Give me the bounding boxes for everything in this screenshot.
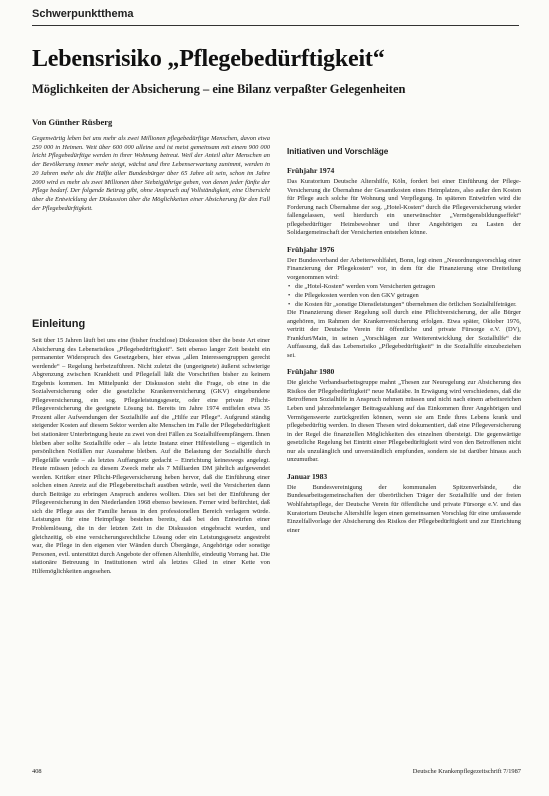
article-subtitle: Möglichkeiten der Absicherung – eine Bilanz verpaßter Gelegenheiten xyxy=(32,82,406,96)
header-rule xyxy=(32,25,519,26)
intro-paragraph: Gegenwärtig leben bei uns mehr als zwei Millionen pflegebedürftige Menschen, davon etwa 250 000 in Heimen. Weit über 600 000 alleine und ist meist gemeinsam mit einem 900 000 leicht Pflegebedürftige werden in ihrer Wohnung betreut. Weil der Anteil alter Menschen an der Bevölkerung immer mehr steigt, wächst und ihre Lebenserwartung zunimmt, werden in 20 Jahren mehr als die Hälfte aller Bundesbürger über 65 Jahre alt sein, schon im Jahre 2000 wird es mehr als zwei Millionen über Siebzigjährige geben, von denen jeder fünfte der Pflege bedarf. Der folgende Beitrag gibt, ohne Anspruch auf Vollständigkeit, eine Übersicht über die Entwicklung der Diskussion über die Möglichkeiten einer Absicherung für den Fall der Pflegebedürftigkeit. xyxy=(32,135,270,212)
year-heading-1980: Frühjahr 1980 xyxy=(287,367,335,377)
journal-citation: Deutsche Krankenpflegezeitschrift 7/1987 xyxy=(412,768,521,775)
section-rubric: Schwerpunktthema xyxy=(32,8,134,20)
section-1980 xyxy=(287,379,521,464)
bullet-item: • die „Hotel-Kosten“ werden vom Versicherten getragen xyxy=(295,283,521,292)
author-byline: Von Günther Rüsberg xyxy=(32,117,113,127)
heading-initiativen: Initiativen und Vorschläge xyxy=(287,147,389,156)
einleitung-body: Seit über 15 Jahren läuft bei uns eine (bisher fruchtlose) Diskussion über die beste Art einer Absicherung des Lebensrisikos „Pflegebedürftigkeit“. Seit ebenso langer Zeit besteht ein permanenter Widerspruch des Gesetzgebers, hier etwas „allen Interessengruppen gerecht werdende“ – Regelung herbeizuführen. Nicht zuletzt die (ungeeignete) äußerst schwierige Abgrenzung zwischen Krankheit und Pflegefall läßt die Vorschriften bisher zu keinem Ergebnis kommen. Im Mittelpunkt der Diskussion steht die Frage, ob eine in die Sozialversicherung oder die gesetzliche Krankenversicherung (GKV) eingebundene Pflegeversicherung, ein sog. Pflegeleistungsgesetz, oder eine private Pflicht-Pflegeversicherung die geeignete Lösung ist. Bereits im Jahre 1974 entfielen etwa 35 Prozent aller Aufwendungen der Sozialhilfe auf die „Hilfe zur Pflege“. Aufgrund ständig steigender Kosten auf diesem Sektor werden alte Menschen im Falle der Pflegebedürftigkeit bei stationärer Unterbringung heute zu zwei von drei Fällen zu Sozialhilfeempfängern. Ihnen bleiben aber sollte Sozialhilfe oder – als letzte Instanz einer Hilfestellung – eigentlich in persönlichen Notfällen nur Ausnahme bleiben. Auf die Belastung der Sozialhilfe durch Pflegefälle wurde – als letztes Auffangnetz gedacht – Einrichtung keineswegs angelegt. Heute müssen jedoch zu diesem Zweck mehr als 7 Milliarden DM jährlich aufgewendet werden. Kritiker einer Pflicht-Pflegeversicherung heben hervor, daß die Einführung einer solchen einen Anreiz auf die Pflegebereitschaft ausüben würde, weil die Versicherten dann durch Beiträge zu erbringen Anspruch anderes wollten. Dies sei bei der Einführung der Pflegeversicherung in den Niederlanden 1968 ebenso bewiesen. Ferner wird befürchtet, daß sich die Pflege aus der Familie heraus in den professionellen Bereich verlagern würde. Leistungen für eine Heimpflege bestehen bereits, daß bei den Entwürfen einer Problemlösung, die in der letzten Zeit in die Diskussion eingebracht wurden, und gleichzeitig, ob eine versicherungsrechtliche Lösung oder ein Leistungsgesetz angestrebt war, die Pflege in den eigenen vier Wänden durch Übergänge, Angehörige oder sonstige Personen, evtl. unterstützt durch Angebote der offenen Altenhilfe, eindeutig Vorrang hat. Die stationäre Betreuung in Institutionen wird als letztes Glied in einer Kette von Hilfemöglichkeiten angesehen. xyxy=(32,337,270,575)
right-column xyxy=(287,147,521,542)
section-text: Die gleiche Verbandsarbeitsgruppe mahnt „Thesen zur Neuregelung zur Absicherung des Risikos der Pflegebedürftigkeit“ neue Maßstäbe. In Erwägung wird verschiedenes, daß die Betroffenen Sozialhilfe in Anspruch nehmen müssen und nicht nach einem arbeitsreichen Leben und jahrzehntelanger Beitragszahlung auf das Einkommen ihrer Angehörigen und Vermögenswerte zurückgreifen können, wenn sie am Ende ihres Lebens krank und pflegebedürftig werden. In diesen Thesen wird dokumentiert, daß eine Pflegeversicherung in der Regel die finanziellen Möglichkeiten des einzelnen übersteigt. Die gegenwärtige gesetzliche Regelung bei Eintritt einer Pflegebedürftigkeit wird von den Betroffenen nicht nur als unzulänglich und unverständlich empfunden, sondern sie ist darüber hinaus auch unzumutbar. xyxy=(287,379,521,464)
bullet-list xyxy=(287,283,521,309)
section-1983 xyxy=(287,484,521,535)
bullet-item: • die Pflegekosten werden von den GKV getragen xyxy=(295,292,521,301)
section-1974 xyxy=(287,178,521,238)
article-title: Lebensrisiko „Pflegebedürftigkeit“ xyxy=(32,46,385,72)
section-text: Das Kuratorium Deutsche Altershilfe, Köln, fordert bei einer Einführung der Pflege-Versicherung die Übernahme der Gesamtkosten eines Heimplatzes, also außer den Kosten für Pflege auch solche für Wohnung und Verpflegung. In späteren Entwürfen wird die Forderung nach Übernahme der sog. „Hotel-Kosten“ durch die Pflegeversicherung wieder fallengelassen, weil hierdurch ein unerwünschter „Vermögensbildungseffekt“ pflegebedürftiger Heimbewohner und ihrer Angehörigen zu Lasten der Solidargemeinschaft der Versicherten entstehen könne. xyxy=(287,178,521,237)
section-text: Der Bundesverband der Arbeiterwohlfahrt, Bonn, legt einen „Neuordnungsvorschlag einer Finanzierung der Pflegekosten“ vor, in dem für die Finanzierung eine Dreiteilung vorgenommen wird: xyxy=(287,256,521,281)
bullet-item: • die Kosten für „sonstige Dienstleistungen“ übernehmen die örtlichen Sozialhilfeträger. xyxy=(295,301,521,310)
year-heading-1974: Frühjahr 1974 xyxy=(287,166,335,175)
section-text-after: Die Finanzierung dieser Regelung soll durch eine Pflichtversicherung, der alle Bürger angehören, im Rahmen der Krankenversicherung erfolgen. Etwa später, Oktober 1976, vertritt der Deutsche Verein für öffentliche und private Fürsorge e.V. (DV), Frankfurt/Main, in seinen „Vorschlägen zur Weiterentwicklung der Sozialhilfe“ die Auffassung, daß das Lebensrisiko „Pflegebedürftigkeit“ in die Sozialhilfe einzubeziehen sei. xyxy=(287,309,521,359)
section-1976 xyxy=(287,257,521,361)
year-heading-1983: Januar 1983 xyxy=(287,471,328,481)
page-number: 408 xyxy=(32,768,42,775)
heading-einleitung: Einleitung xyxy=(32,318,86,330)
section-text: Die Bundesvereinigung der kommunalen Spitzenverbände, die Bundesarbeitsgemeinschaften der überörtlichen Träger der Sozialhilfe und der freien Wohlfahrtspflege, der Deutsche Verein für öffentliche und private Fürsorge e.V. und das Kuratorium Deutsche Altershilfe legen einen gemeinsamen Vorschlag für eine umfassende Einzelfallvorlage der Absicherung des Risikos der Pflegebedürftigkeit und zur Einrichtung einer xyxy=(287,483,521,534)
year-heading-1976: Frühjahr 1976 xyxy=(287,244,335,254)
